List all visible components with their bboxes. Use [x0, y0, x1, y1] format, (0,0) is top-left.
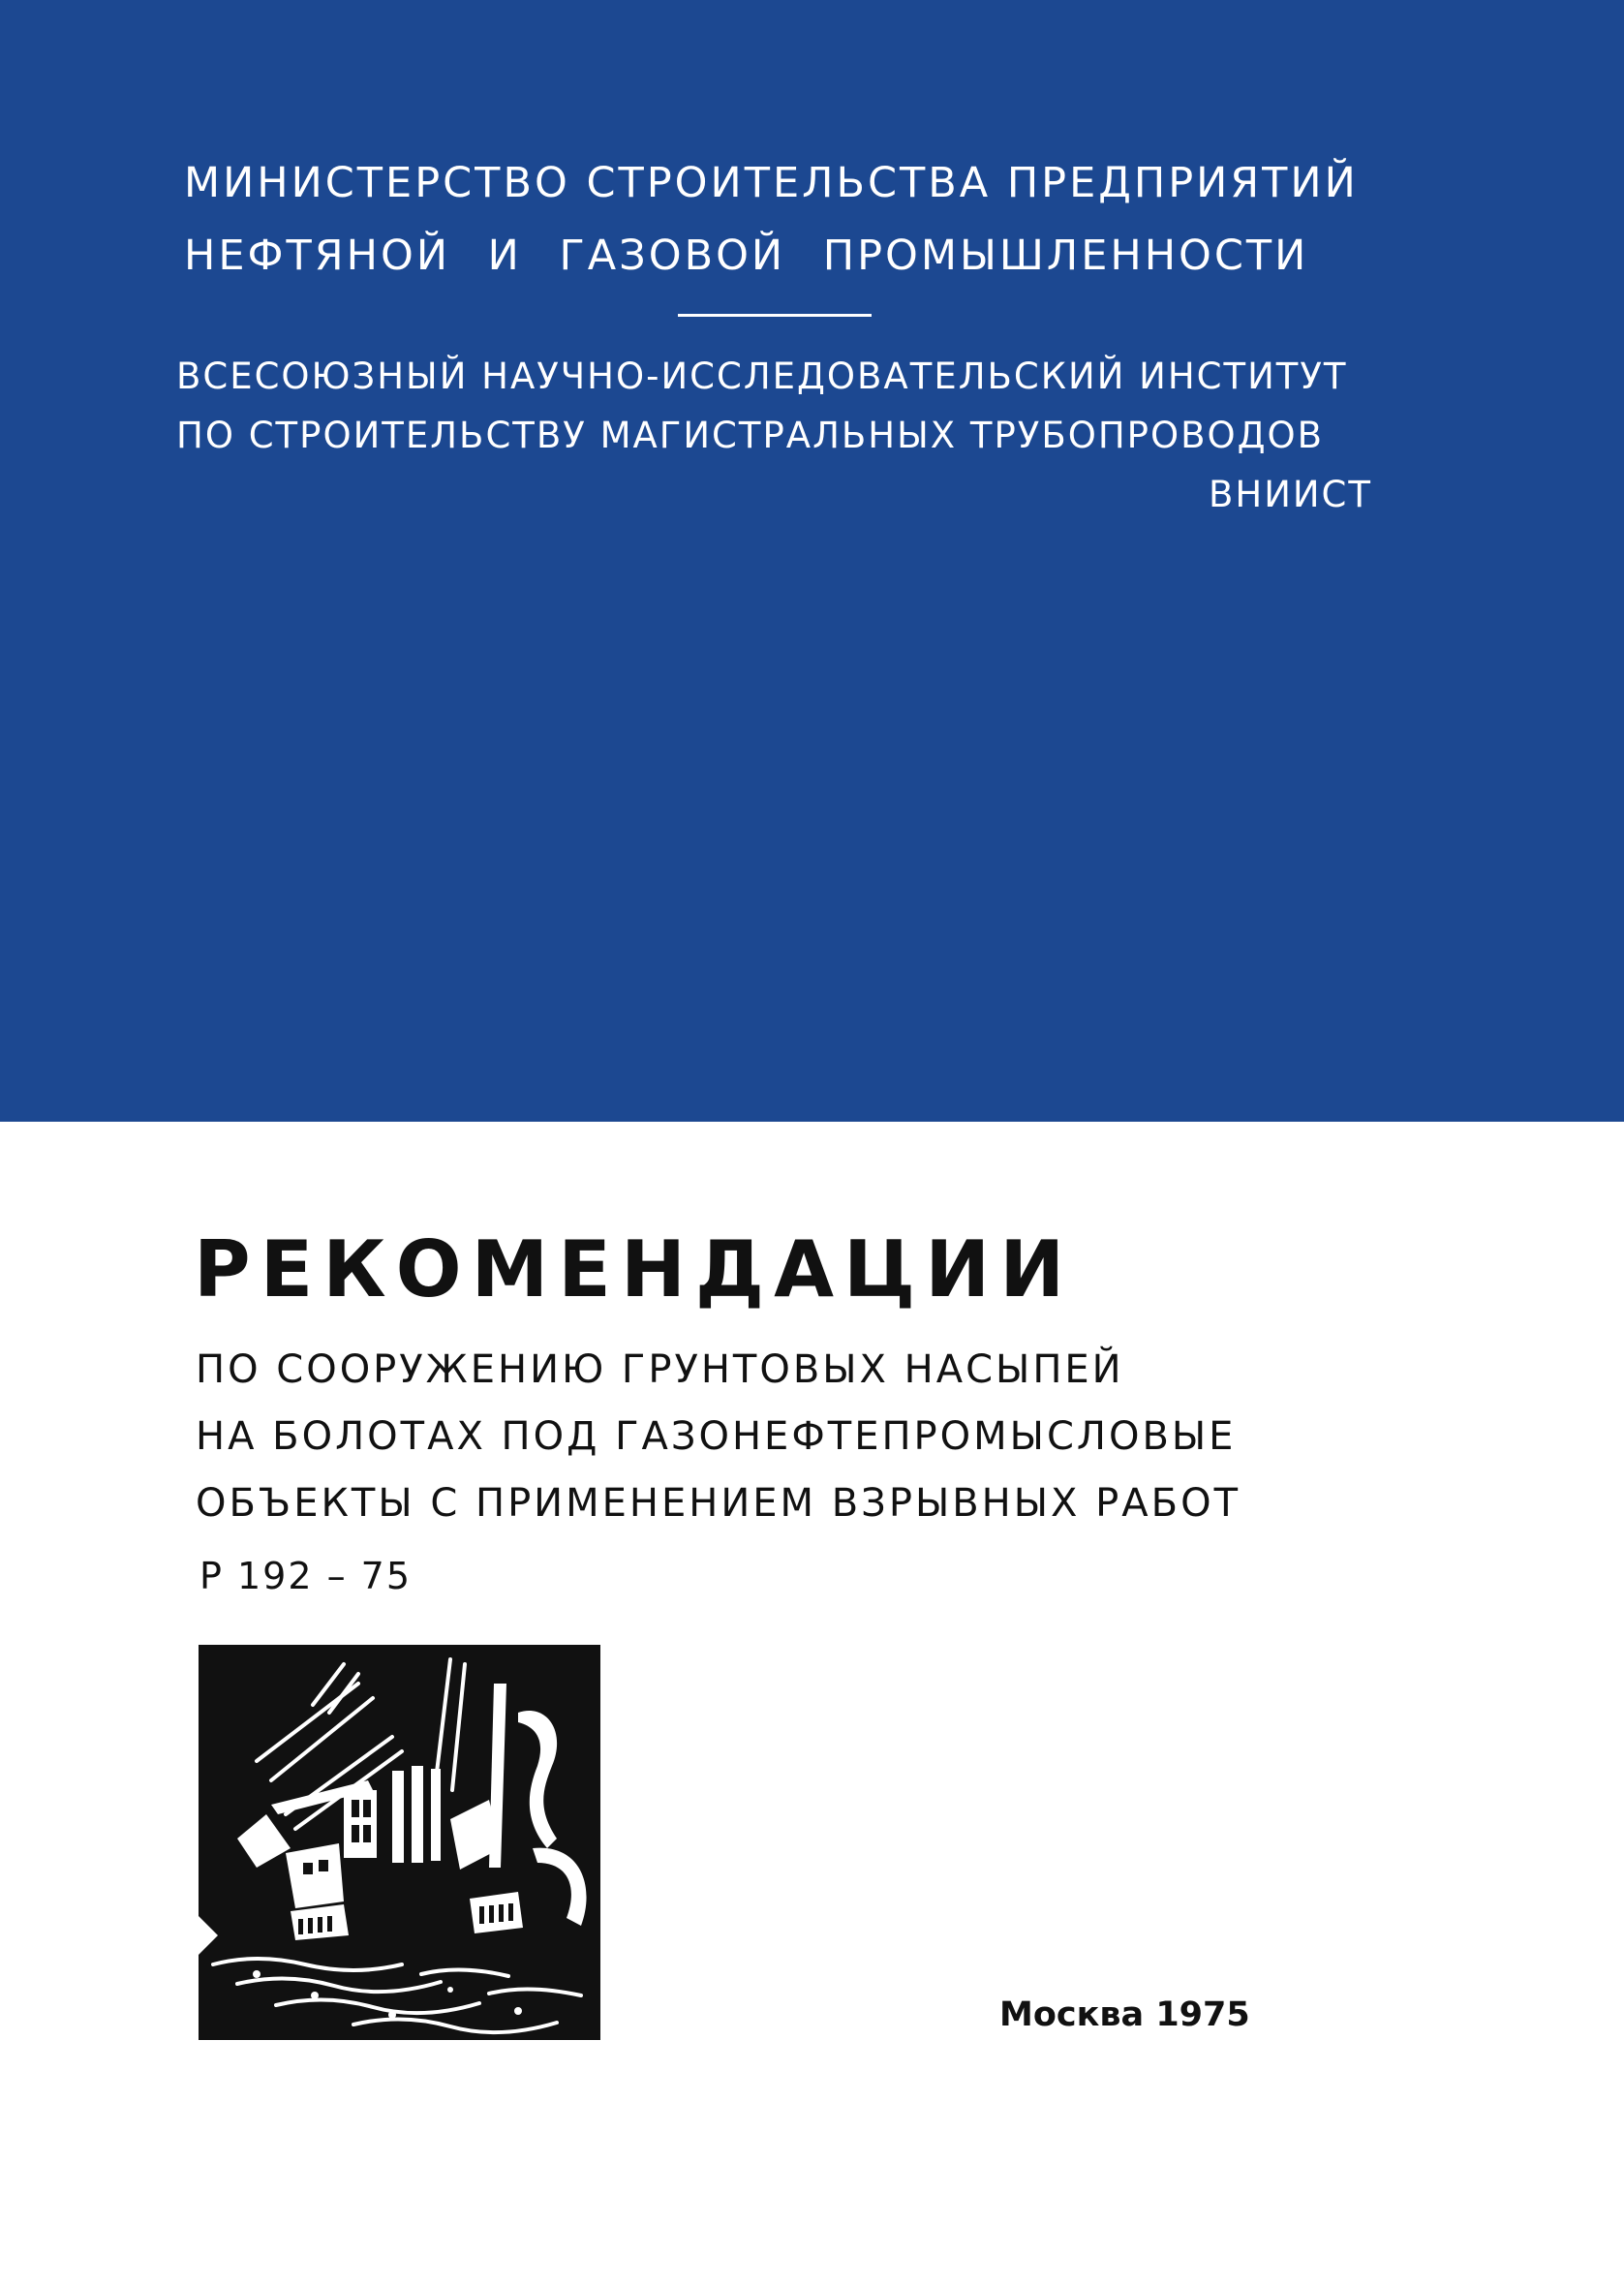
institute-abbreviation: ВНИИСТ [1209, 474, 1372, 515]
publisher-place-year: Москва 1975 [999, 1995, 1250, 2034]
header-divider [678, 314, 872, 317]
document-title: РЕКОМЕНДАЦИИ [194, 1224, 1075, 1314]
swamp-excavator-engraving-image [199, 1645, 600, 2040]
subtitle-line-3: ОБЪЕКТЫ С ПРИМЕНЕНИЕМ ВЗРЫВНЫХ РАБОТ [196, 1481, 1241, 1526]
ministry-name [184, 147, 1359, 293]
ministry-line-1: МИНИСТЕРСТВО СТРОИТЕЛЬСТВА ПРЕДПРИЯТИЙ [184, 159, 1359, 207]
institute-line-1: ВСЕСОЮЗНЫЙ НАУЧНО-ИССЛЕДОВАТЕЛЬСКИЙ ИНСТИТУТ [176, 356, 1348, 397]
document-code: Р 192 – 75 [199, 1555, 413, 1597]
institute-name [176, 347, 1377, 524]
header-panel [0, 0, 1624, 1122]
subtitle-line-1: ПО СООРУЖЕНИЮ ГРУНТОВЫХ НАСЫПЕЙ [196, 1347, 1124, 1392]
subtitle-line-2: НА БОЛОТАХ ПОД ГАЗОНЕФТЕПРОМЫСЛОВЫЕ [196, 1414, 1237, 1459]
ministry-line-2: НЕФТЯНОЙ И ГАЗОВОЙ ПРОМЫШЛЕННОСТИ [184, 232, 1309, 280]
document-subtitle [196, 1337, 1455, 1537]
institute-line-2: ПО СТРОИТЕЛЬСТВУ МАГИСТРАЛЬНЫХ ТРУБОПРОВОДОВ [176, 415, 1325, 456]
